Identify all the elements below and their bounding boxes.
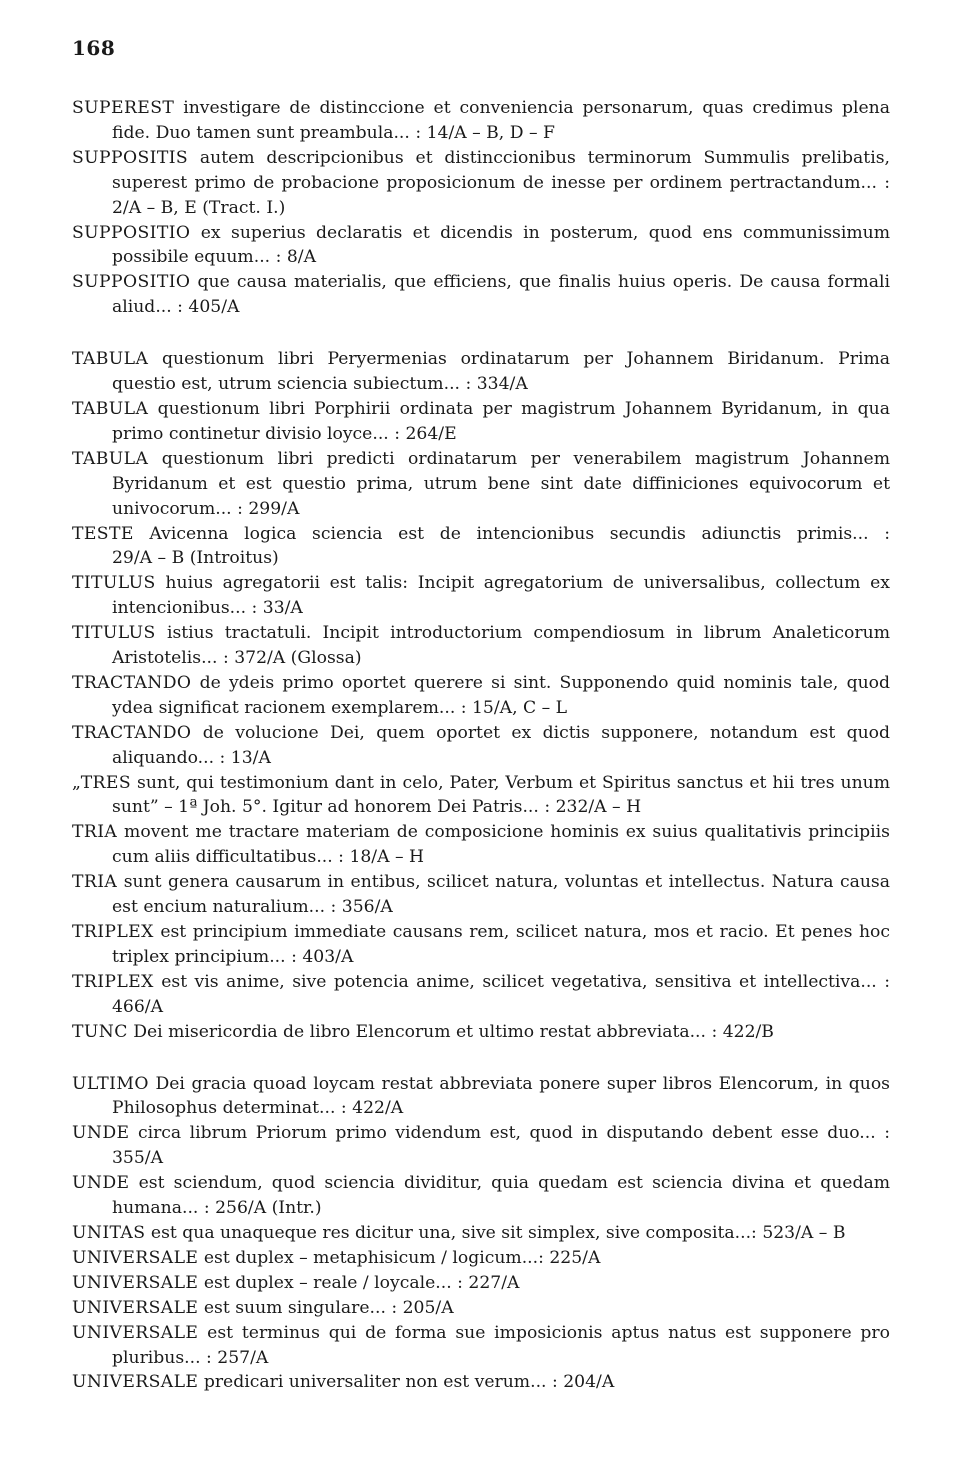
entry-incipit: istius tractatuli. Incipit introductorium compendiosum in librum Analeticorum Aristotelis... : (112, 623, 890, 669)
entry-incipit: Dei misericordia de libro Elencorum et ultimo restat abbreviata... : (127, 1021, 723, 1042)
entry-reference: 422/B (722, 1021, 774, 1042)
entry-incipit: predicari universaliter non est verum... : (198, 1372, 564, 1393)
index-entry (72, 146, 890, 221)
entry-incipit: est vis anime, sive potencia anime, scilicet vegetativa, sensitiva et intellectiva... : (153, 971, 890, 992)
entry-incipit: questionum libri Peryermenias ordinatarum per Johannem Biridanum. Prima questio est, utrum sciencia subiectum... : (112, 349, 890, 395)
index-entry (72, 1271, 890, 1296)
entry-reference: 232/A – H (555, 797, 642, 818)
index-entry (72, 1221, 890, 1246)
entry-reference: 15/A, C – L (472, 697, 568, 718)
entry-reference: 14/A – B, D – F (426, 122, 555, 143)
index-entry (72, 270, 890, 320)
entry-reference: 356/A (341, 897, 393, 918)
index-entry (72, 671, 890, 721)
index-entry (72, 447, 890, 522)
entry-headword: SUPPOSITIS (72, 147, 189, 168)
entry-headword: TABULA (72, 398, 149, 419)
entry-headword: TUNC (72, 1021, 128, 1042)
entry-headword: TRIA (72, 822, 118, 843)
entry-reference: 466/A (112, 996, 164, 1017)
index-entry (72, 1072, 890, 1122)
index-entry (72, 970, 890, 1020)
entry-headword: UNIVERSALE (72, 1372, 199, 1393)
entry-reference: 204/A (563, 1372, 615, 1393)
entry-headword: ULTIMO (72, 1073, 149, 1094)
entry-headword: UNDE (72, 1173, 130, 1194)
entry-incipit: autem descripcionibus et distinccionibus terminorum Summulis prelibatis, superest primo de probacione proposicionum de inesse per ordinem pertractandum... : (112, 147, 890, 193)
entry-incipit: sunt, qui testimonium dant in celo, Pater, Verbum et Spiritus sanctus et hii tres unum sunt” – 1ª Joh. 5°. Igitur ad honorem Dei Patris... : (112, 772, 890, 818)
index-entry (72, 221, 890, 271)
letter-group (72, 347, 890, 1044)
entry-reference: 299/A (248, 498, 300, 519)
letter-group (72, 96, 890, 320)
index-entry (72, 1121, 890, 1171)
letter-group (72, 1072, 890, 1396)
entry-headword: TRACTANDO (72, 722, 192, 743)
index-entry (72, 621, 890, 671)
entry-incipit: de ydeis primo oportet querere si sint. Supponendo quid nominis tale, quod ydea significat racionem exemplarem... : (112, 672, 890, 718)
entry-reference: 13/A (230, 747, 271, 768)
entry-incipit: circa librum Priorum primo videndum est, quod in disputando debent esse duo... : (129, 1123, 890, 1144)
index-entry (72, 1321, 890, 1371)
entry-incipit: est sciendum, quod sciencia dividitur, quia quedam est sciencia divina et quedam humana... : (112, 1173, 890, 1219)
entry-headword: UNIVERSALE (72, 1297, 199, 1318)
entry-headword: UNIVERSALE (72, 1247, 199, 1268)
index-entry (72, 870, 890, 920)
index-entry (72, 397, 890, 447)
entry-headword: TRIA (72, 872, 118, 893)
incipit-index (72, 96, 890, 1395)
entry-headword: TITULUS (72, 573, 156, 594)
entry-headword: TESTE (72, 523, 134, 544)
page-number: 168 (72, 36, 116, 60)
entry-reference: 372/A (Glossa) (234, 648, 362, 669)
entry-incipit: Avicenna logica sciencia est de intencionibus secundis adiunctis primis... : (133, 523, 890, 544)
index-entry (72, 1246, 890, 1271)
entry-incipit: ex superius declaratis et dicendis in posterum, quod ens communissimum possibile equum... : (112, 222, 890, 268)
entry-reference: 8/A (286, 247, 316, 268)
index-entry (72, 1370, 890, 1395)
entry-reference: 18/A – H (349, 847, 425, 868)
index-entry (72, 96, 890, 146)
index-entry (72, 571, 890, 621)
index-entry (72, 1171, 890, 1221)
entry-incipit: est duplex – reale / loycale... : (198, 1272, 469, 1293)
index-entry (72, 820, 890, 870)
index-entry (72, 771, 890, 821)
entry-headword: TABULA (72, 448, 149, 469)
entry-reference: 227/A (468, 1272, 520, 1293)
entry-headword: TRIPLEX (72, 922, 154, 942)
entry-headword: SUPPOSITIO (72, 222, 191, 243)
index-entry (72, 522, 890, 572)
entry-headword: SUPPOSITIO (72, 272, 191, 293)
entry-headword: TRACTANDO (72, 672, 192, 693)
entry-reference: 257/A (217, 1347, 269, 1368)
entry-reference: 205/A (402, 1297, 454, 1318)
entry-reference: 33/A (262, 598, 303, 619)
index-entry (72, 1020, 890, 1045)
entry-incipit: huius agregatorii est talis: Incipit agregatorium de universalibus, collectum ex intencionibus... : (112, 573, 890, 619)
entry-incipit: est terminus qui de forma sue imposicionis aptus natus est supponere pro pluribus... : (112, 1322, 890, 1368)
entry-reference: 403/A (302, 946, 354, 967)
entry-reference: 29/A – B (Introitus) (112, 548, 279, 569)
entry-headword: UNITAS (72, 1222, 146, 1243)
entry-headword: TRIPLEX (72, 971, 154, 992)
entry-incipit: questionum libri predicti ordinatarum per venerabilem magistrum Johannem Byridanum et est questio prima, utrum bene sint date diffiniciones equivocorum et univocorum... : (112, 448, 890, 519)
entry-headword: UNIVERSALE (72, 1322, 199, 1343)
entry-reference: 355/A (112, 1148, 164, 1169)
entry-headword: SUPEREST (72, 98, 175, 118)
entry-reference: 334/A (476, 374, 528, 395)
entry-incipit: investigare de distinccione et conveniencia personarum, quas credimus plena fide. Duo tamen sunt preambula... : (112, 98, 890, 143)
entry-headword: UNIVERSALE (72, 1272, 199, 1293)
index-entry (72, 347, 890, 397)
entry-incipit: sunt genera causarum in entibus, scilicet natura, voluntas et intellectus. Natura causa est encium naturalium... : (112, 872, 890, 918)
entry-reference: 225/A (549, 1247, 601, 1268)
entry-reference: 264/E (405, 423, 457, 444)
entry-incipit: que causa materialis, que efficiens, que finalis huius operis. De causa formali aliud... : (112, 272, 890, 318)
entry-headword: TABULA (72, 349, 149, 370)
entry-incipit: Dei gracia quoad loycam restat abbreviata ponere super libros Elencorum, in quos Philosophus determinat... : (112, 1073, 890, 1119)
entry-incipit: est qua unaqueque res dicitur una, sive sit simplex, sive composita...: (145, 1222, 763, 1243)
entry-reference: 422/A (352, 1098, 404, 1119)
entry-incipit: questionum libri Porphirii ordinata per magistrum Johannem Byridanum, in qua primo continetur divisio loyce... : (112, 398, 890, 444)
entry-incipit: est principium immediate causans rem, scilicet natura, mos et racio. Et penes hoc triplex principium... : (112, 922, 890, 967)
entry-incipit: est suum singulare... : (198, 1297, 403, 1318)
entry-headword: UNDE (72, 1123, 130, 1144)
entry-incipit: de volucione Dei, quem oportet ex dictis supponere, notandum est quod aliquando... : (112, 722, 890, 768)
entry-headword: „TRES (72, 772, 132, 793)
entry-incipit: movent me tractare materiam de composicione hominis ex suius qualitativis principiis cum aliis difficultatibus... : (112, 822, 890, 868)
entry-incipit: est duplex – metaphisicum / logicum...: (198, 1247, 550, 1268)
entry-reference: 405/A (188, 297, 240, 318)
entry-reference: 2/A – B, E (Tract. I.) (112, 197, 286, 218)
entry-reference: 523/A – B (762, 1222, 846, 1243)
entry-reference: 256/A (Intr.) (215, 1198, 322, 1219)
index-entry (72, 920, 890, 970)
entry-headword: TITULUS (72, 623, 156, 644)
index-entry (72, 1296, 890, 1321)
index-entry (72, 721, 890, 771)
